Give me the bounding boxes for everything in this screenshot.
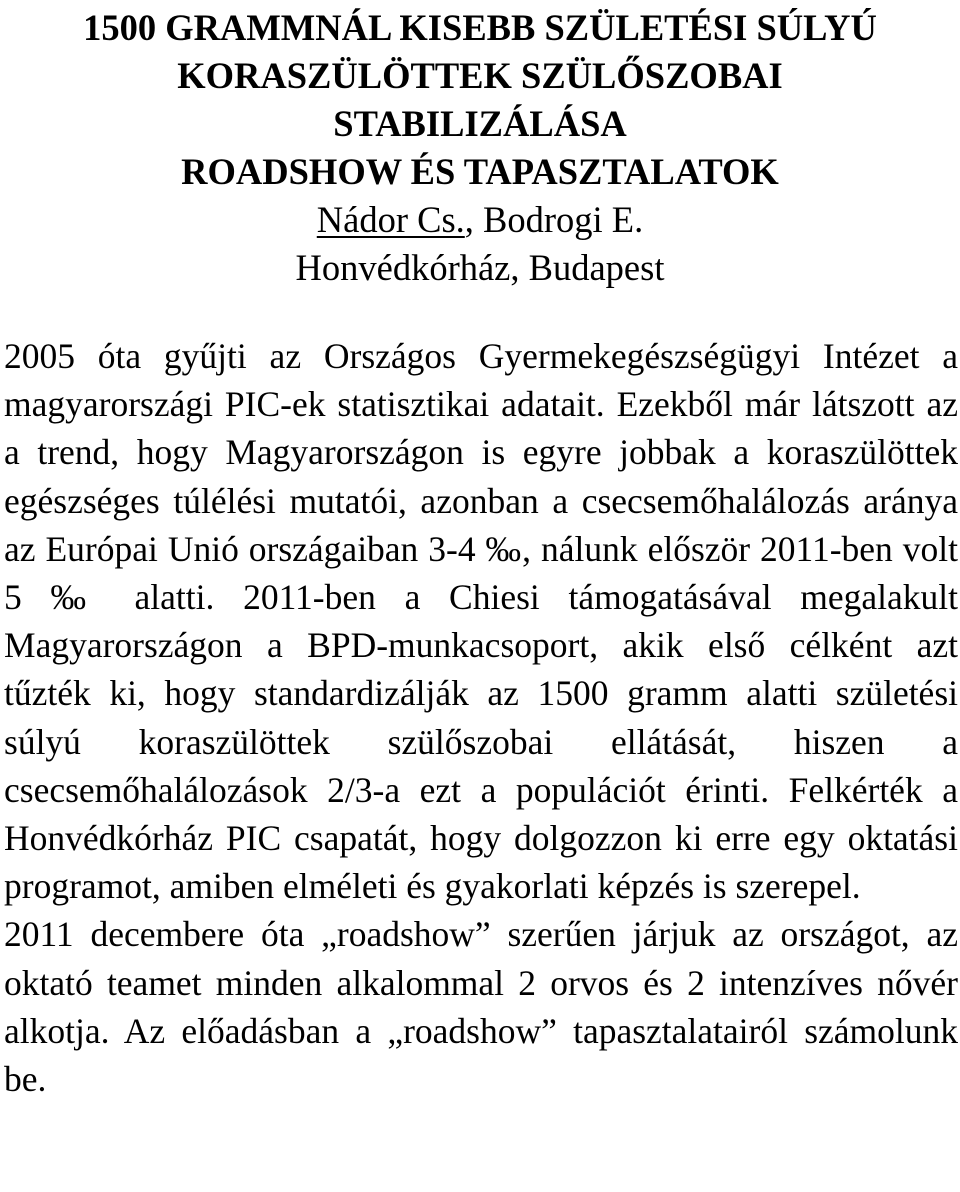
title-line-4: ROADSHOW ÉS TAPASZTALATOK (181, 151, 779, 192)
abstract-paragraph-2: 2011 decembere óta „roadshow” szerűen járjuk az országot, az oktató teamet minden alkalommal 2 orvos és 2 intenzíves nővér alkotja. Az előadásban a „roadshow” tapasztalatairól számolunk be. (4, 914, 958, 1100)
second-author: Bodrogi E. (483, 199, 644, 240)
affiliation: Honvédkórház, Budapest (295, 247, 665, 288)
authors-line (2, 196, 958, 244)
title-line-2: KORASZÜLÖTTEK SZÜLŐSZOBAI (177, 55, 783, 96)
title-line-3: STABILIZÁLÁSA (333, 103, 627, 144)
author-separator: , (464, 199, 484, 240)
first-author: Nádor Cs. (316, 199, 465, 240)
spacer (2, 292, 958, 332)
title-line-1: 1500 GRAMMNÁL KISEBB SZÜLETÉSI SÚLYÚ (83, 7, 877, 48)
abstract-paragraph-1: 2005 óta gyűjti az Országos Gyermekegészségügyi Intézet a magyarországi PIC-ek statisztikai adatait. Ezekből már látszott az a trend, hogy Magyarországon is egyre jobbak a koraszülöttek egészséges túlélési mutatói, azonban a csecsemőhalálozás aránya az Európai Unió országaiban 3-4 ‰, nálunk először 2011-ben volt 5 ‰ alatti. 2011-ben a Chiesi támogatásával megalakult Magyarországon a BPD-munkacsoport, akik első célként azt tűzték ki, hogy standardizálják az 1500 gramm alatti születési súlyú koraszülöttek szülőszobai ellátását, hiszen a csecsemőhalálozások 2/3-a ezt a populációt érinti. Felkérték a Honvédkórház PIC csapatát, hogy dolgozzon ki erre egy oktatási programot, amiben elméleti és gyakorlati képzés is szerepel. (4, 336, 958, 907)
title-block (2, 0, 958, 292)
